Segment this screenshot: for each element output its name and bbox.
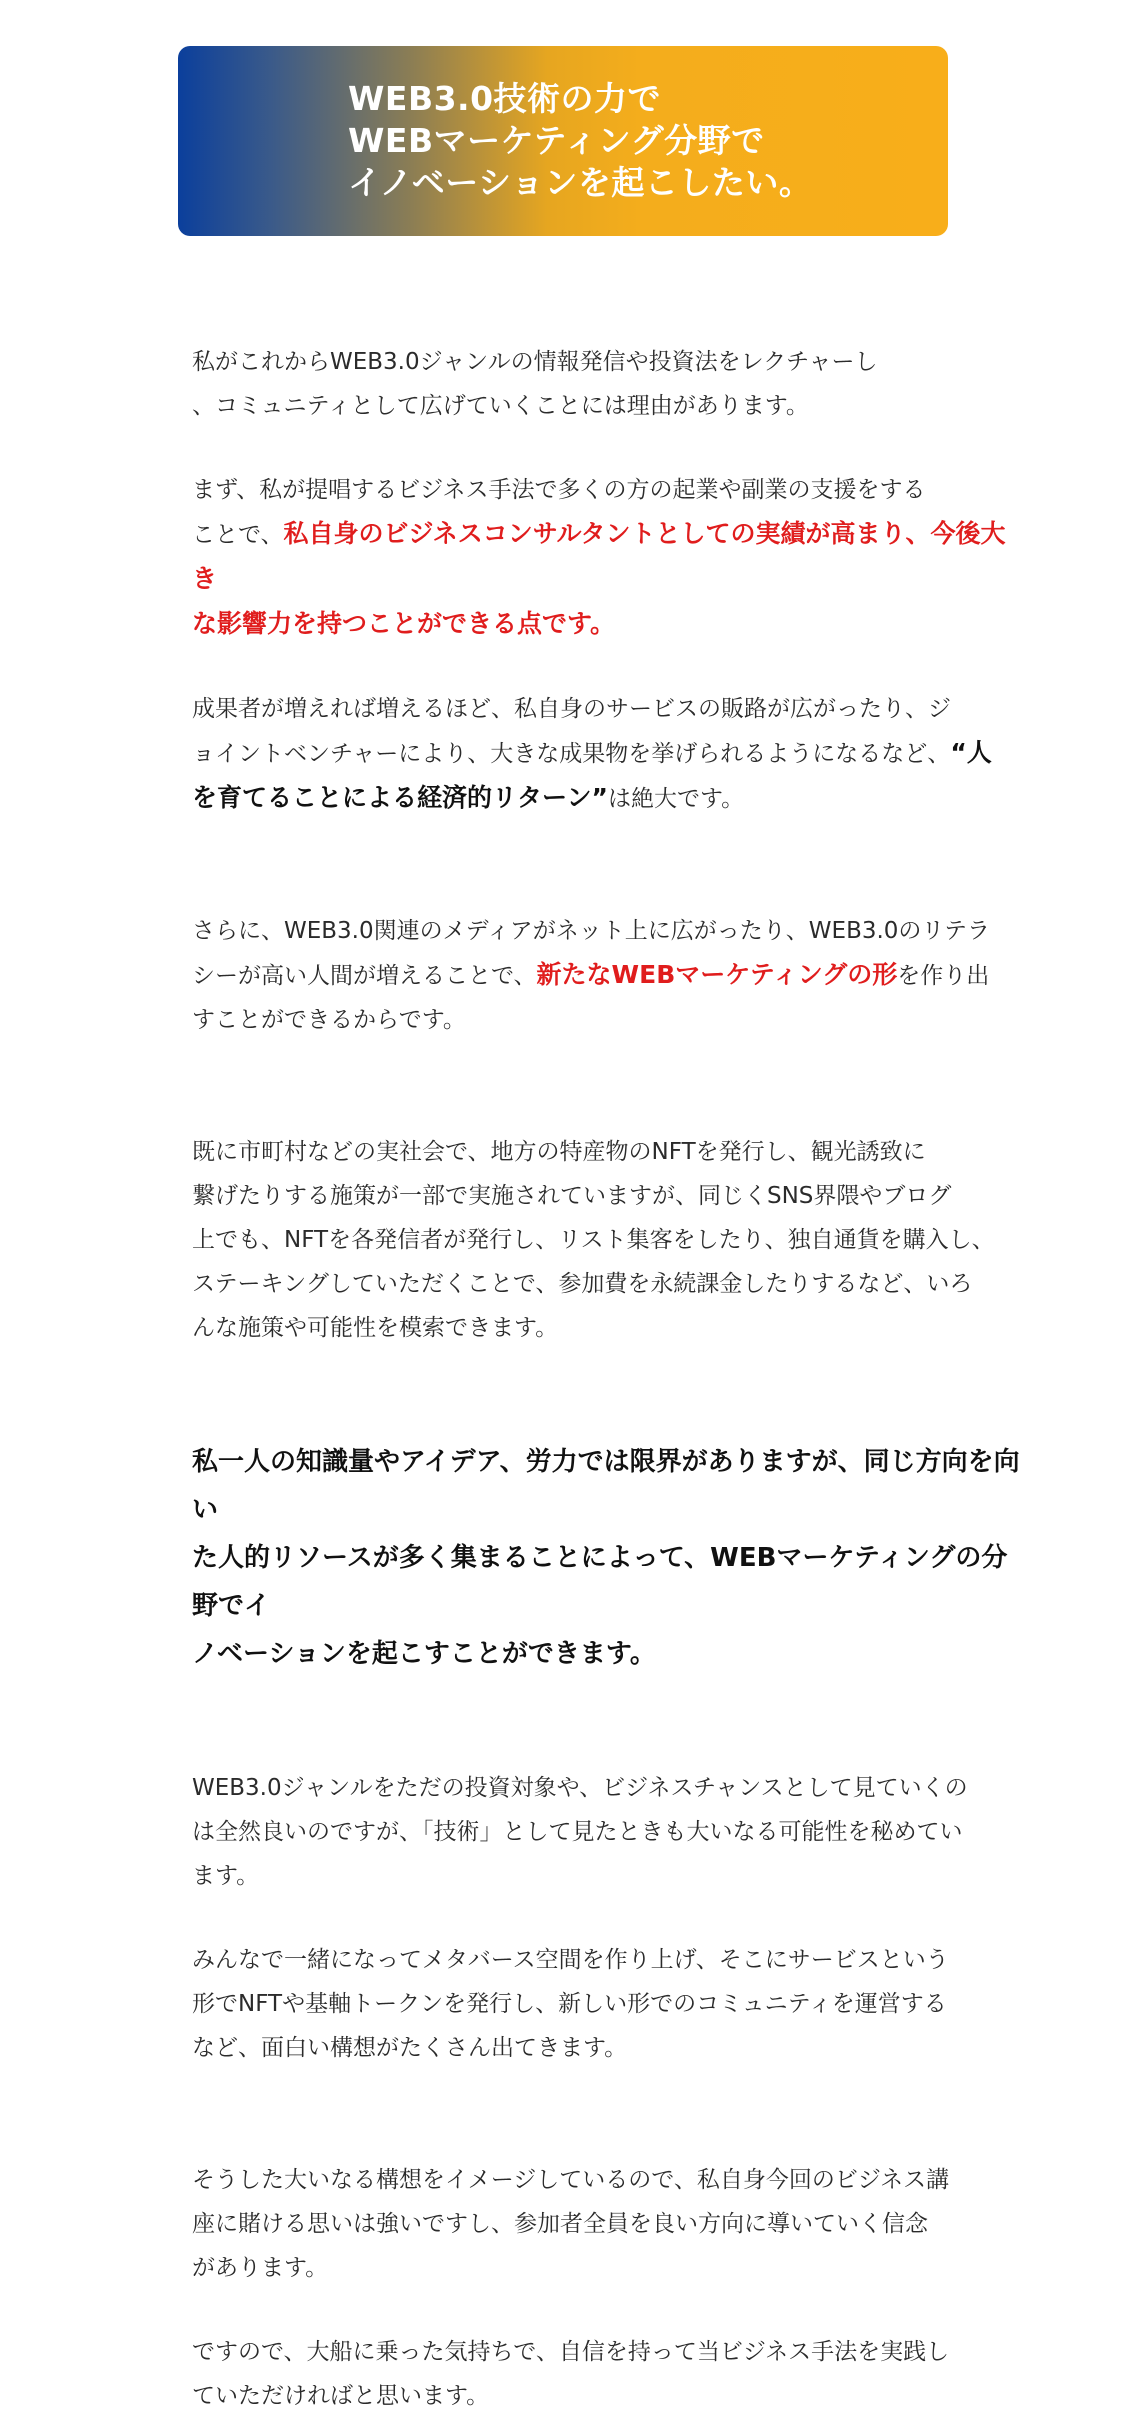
paragraph-technology-potential: WEB3.0ジャンルをただの投資対象や、ビジネスチャンスとして見ていくの は全然良いのですが、「技術」として見たときも大いなる可能性を秘めてい ます。 [192, 1775, 968, 1889]
paragraph-new-web-marketing [192, 909, 1022, 1042]
paragraph-text: さらに、WEB3.0関連のメディアがネット上に広がったり、WEB3.0のリテラ シーが高い人間が増えることで、 [192, 918, 990, 989]
paragraph-consultant-track-record [192, 468, 1022, 647]
paragraph-metaverse-idea: みんなで一緒になってメタバース空間を作り上げ、そこにサービスという 形でNFTや基軸トークンを発行し、新しい形でのコミュニティを運営する など、面白い構想がたくさん出てきます。 [192, 1947, 949, 2061]
banner-title: WEB3.0技術の力で WEBマーケティング分野で イノベーションを起こしたい。 [348, 79, 813, 202]
paragraph-reason-intro: 私がこれからWEB3.0ジャンルの情報発信や投資法をレクチャーし 、コミュニティとして広げていくことには理由があります。 [192, 349, 878, 419]
paragraph-text: 成果者が増えれば増えるほど、私自身のサービスの販路が広がったり、ジ ョイントベンチャーにより、大きな成果物を挙げられるようになるなど、 [192, 696, 951, 767]
headline-banner [178, 46, 948, 236]
highlight-red-text: 新たなWEBマーケティングの形 [536, 960, 898, 989]
paragraph-economic-return [192, 687, 1022, 821]
paragraph-text: まず、私が提唱するビジネス手法で多くの方の起業や副業の支援をする ことで、 [192, 477, 926, 548]
highlight-bold-text: “人 を育てることによる経済的リターン” [192, 738, 992, 812]
paragraph-text: を作り出 すことができるからです。 [192, 963, 990, 1033]
paragraph-innovation-statement: 私一人の知識量やアイデア、労力では限界がありますが、同じ方向を向い た人的リソースが多く集まることによって、WEBマーケティングの分野でイ ノベーションを起こすことができます。 [192, 1447, 1020, 1669]
highlight-red-text: 私自身のビジネスコンサルタントとしての実績が高まり、今後大き な影響力を持つことができる点です。 [192, 519, 1006, 638]
paragraph-text: は絶大です。 [607, 786, 745, 812]
paragraph-belief: そうした大いなる構想をイメージしているので、私自身今回のビジネス講 座に賭ける思いは強いですし、参加者全員を良い方向に導いていく信念 があります。 [192, 2167, 950, 2281]
paragraph-nft-examples: 既に市町村などの実社会で、地方の特産物のNFTを発行し、観光誘致に 繋げたりする施策が一部で実施されていますが、同じくSNS界隈やブログ 上でも、NFTを各発信者が発行し、リスト集客をしたり、独自通貨を購入し、 ステーキングしていただくことで、参加費を永続課金したりするなど、いろ んな施策や可能性を模索できます。 [192, 1139, 995, 1341]
article-body [192, 340, 1022, 2418]
paragraph-closing: ですので、大船に乗った気持ちで、自信を持って当ビジネス手法を実践し ていただければと思います。 [192, 2339, 950, 2409]
